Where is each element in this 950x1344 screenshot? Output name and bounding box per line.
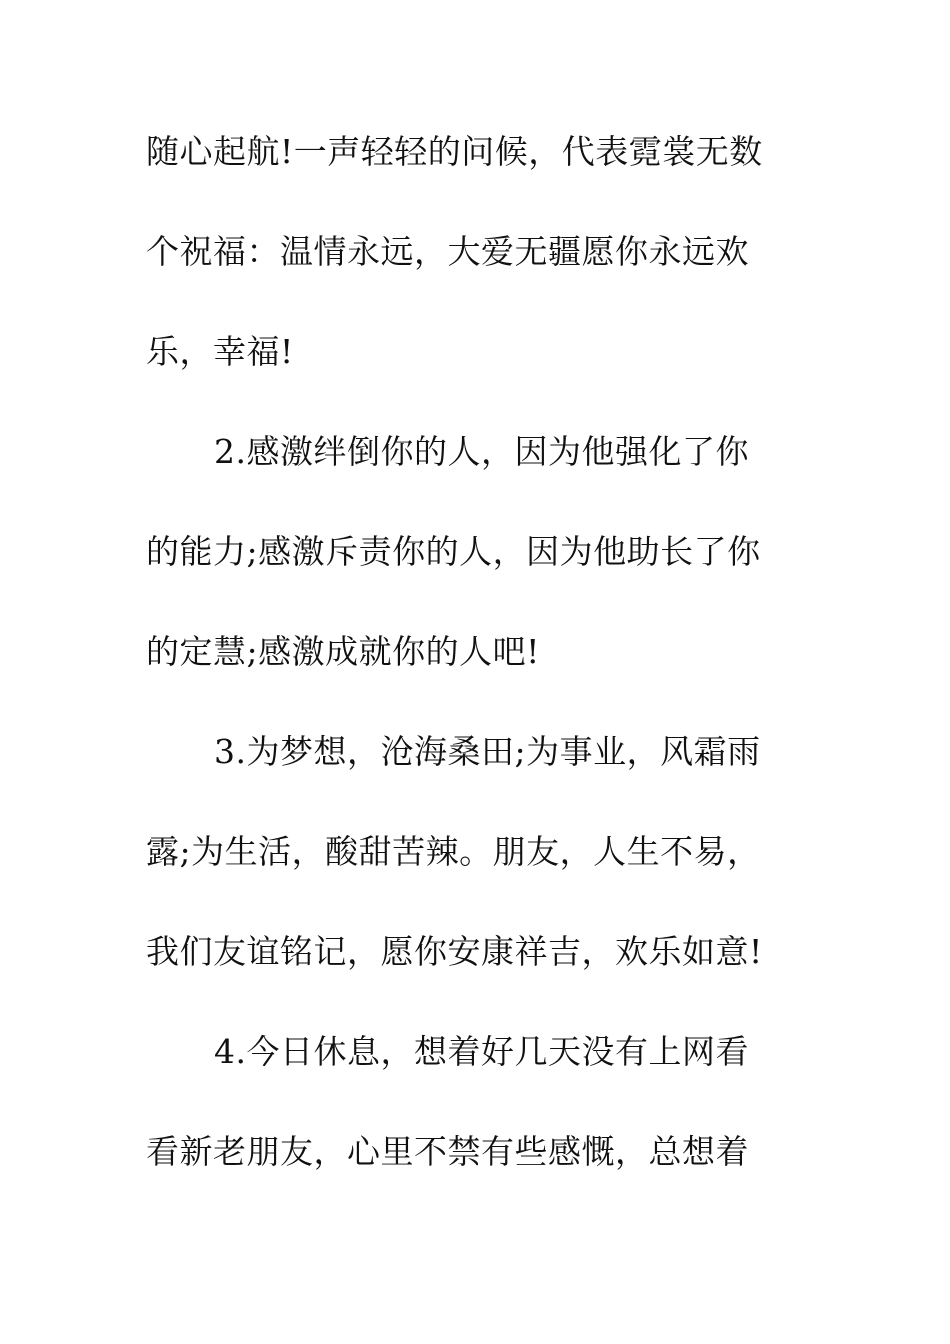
text-line: 露;为生活，酸甜苦辣。朋友，人生不易， — [146, 832, 761, 871]
text-line: 的能力;感激斥责你的人，因为他助长了你 — [146, 532, 761, 571]
text-line: 看新老朋友，心里不禁有些感慨，总想着 — [146, 1132, 749, 1171]
text-line: 乐，幸福! — [146, 332, 294, 371]
paragraph-start-line: 2.感激绊倒你的人，因为他强化了你 — [214, 432, 749, 471]
text-line: 个祝福：温情永远，大爱无疆愿你永远欢 — [146, 232, 749, 271]
paragraph-start-line: 4.今日休息，想着好几天没有上网看 — [214, 1032, 749, 1071]
paragraph-start-line: 3.为梦想，沧海桑田;为事业，风霜雨 — [214, 732, 761, 771]
text-line: 我们友谊铭记，愿你安康祥吉，欢乐如意! — [146, 932, 763, 971]
text-line: 的定慧;感激成就你的人吧! — [146, 632, 540, 671]
text-line: 随心起航!一声轻轻的问候，代表霓裳无数 — [146, 132, 763, 171]
